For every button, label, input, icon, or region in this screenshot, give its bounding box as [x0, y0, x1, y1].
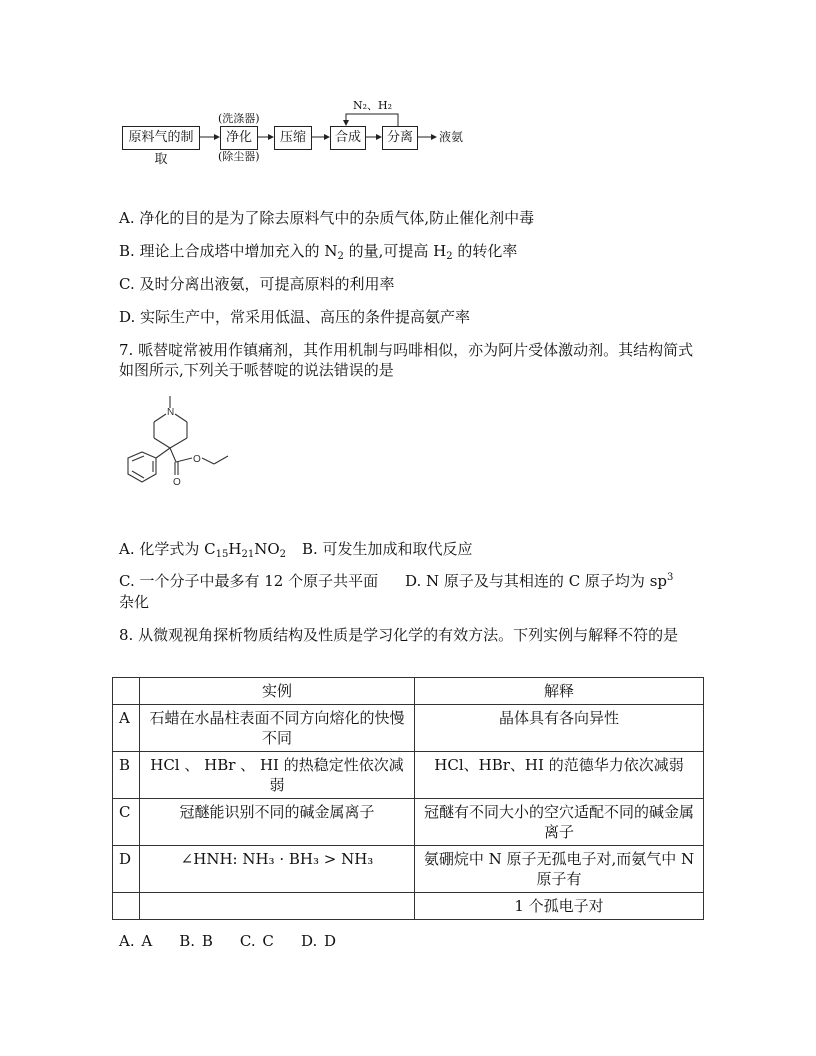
carbonyl-oxygen-atom: O	[173, 477, 181, 488]
row-key: C	[113, 799, 140, 846]
molecule-drawing	[118, 392, 248, 502]
step-raw-gas-prep: 原料气的制取	[122, 126, 200, 150]
table-row	[113, 799, 704, 846]
q8-answer-table	[112, 677, 704, 920]
table-header-blank	[113, 678, 140, 705]
table-header-example: 实例	[140, 678, 415, 705]
ester-oxygen-atom: O	[193, 454, 201, 465]
q7-option-d: D. N 原子及与其相连的 C 原子均为 $sp^3$	[405, 572, 674, 590]
row-example: 石蜡在水晶柱表面不同方向熔化的快慢不同	[140, 705, 415, 752]
row-example	[140, 893, 415, 920]
recycle-gas-label: N₂、H₂	[353, 99, 393, 112]
table-header-explanation: 解释	[415, 678, 704, 705]
q8-options: A. A B. B C. C D. D	[119, 932, 337, 950]
q7-stem: 7. 哌替啶常被用作镇痛剂，其作用机制与吗啡相似，亦为阿片受体激动剂。其结构简式如图所示,下列关于哌替啶的说法错误的是	[119, 341, 694, 379]
q6-option-a: A. 净化的目的是为了除去原料气中的杂质气体,防止催化剂中毒	[119, 209, 535, 227]
q6-option-d: D. 实际生产中，常采用低温、高压的条件提高氨产率	[119, 308, 471, 326]
step-synthesis: 合成	[330, 126, 366, 150]
row-key: B	[113, 752, 140, 799]
row-explanation: HCl、HBr、HI 的范德华力依次减弱	[415, 752, 704, 799]
table-row	[113, 705, 704, 752]
ammonia-process-flow-diagram	[0, 90, 520, 170]
step-purify: 净化	[220, 126, 258, 150]
dust-collector-label: (除尘器)	[218, 150, 260, 163]
row-key	[113, 893, 140, 920]
row-example: ∠HNH: NH₃ · BH₃ > NH₃	[140, 846, 415, 893]
nitrogen-atom: N	[167, 407, 175, 418]
q7-option-d-continued: 杂化	[119, 593, 150, 611]
product-liquid-ammonia: 液氨	[439, 130, 464, 144]
row-explanation: 1 个孤电子对	[415, 893, 704, 920]
row-explanation: 晶体具有各向异性	[415, 705, 704, 752]
row-explanation: 冠醚有不同大小的空穴适配不同的碱金属离子	[415, 799, 704, 846]
q7-option-b: B. 可发生加成和取代反应	[302, 540, 473, 558]
row-explanation: 氨硼烷中 N 原子无孤电子对,而氨气中 N 原子有	[415, 846, 704, 893]
q6-option-b: B. 理论上合成塔中增加充入的 $N_2$ 的量,可提高 $H_2$ 的转化率	[119, 242, 518, 262]
table-row	[113, 752, 704, 799]
row-example: HCl 、 HBr 、 HI 的热稳定性依次减弱	[140, 752, 415, 799]
row-example: 冠醚能识别不同的碱金属离子	[140, 799, 415, 846]
step-compress: 压缩	[274, 126, 312, 150]
q7-option-a: A. 化学式为 $C_{15}H_{21}NO_2$	[119, 540, 286, 560]
q8-stem: 8. 从微观视角探析物质结构及性质是学习化学的有效方法。下列实例与解释不符的是	[119, 626, 679, 644]
q6-option-c: C. 及时分离出液氨，可提高原料的利用率	[119, 275, 395, 293]
table-header-row	[113, 678, 704, 705]
step-separation: 分离	[382, 126, 418, 150]
table-row	[113, 846, 704, 893]
row-key: A	[113, 705, 140, 752]
q7-option-c: C. 一个分子中最多有 12 个原子共平面	[119, 572, 379, 590]
table-row	[113, 893, 704, 920]
pethidine-structure-diagram	[118, 392, 248, 502]
scrubber-label: (洗涤器)	[218, 112, 260, 125]
row-key: D	[113, 846, 140, 893]
